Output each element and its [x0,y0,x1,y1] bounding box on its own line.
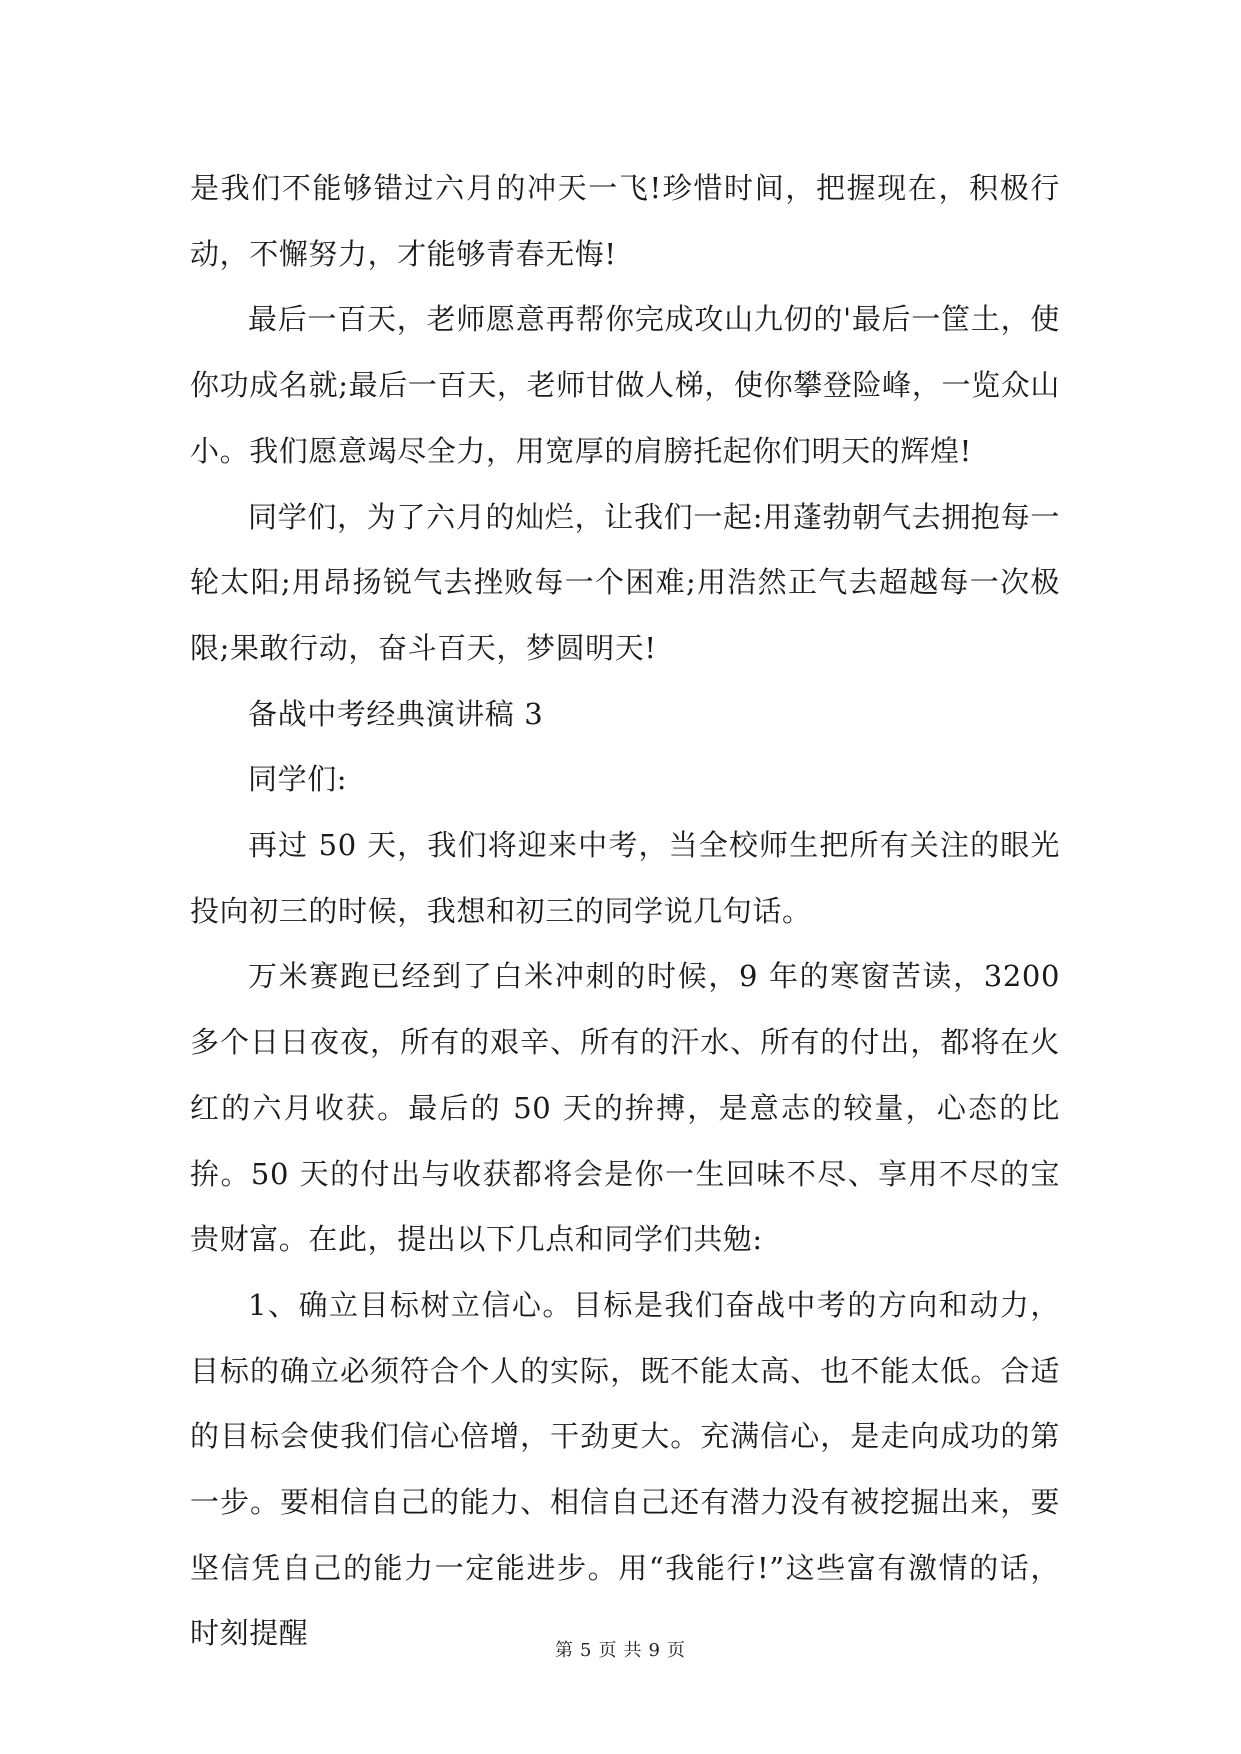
salutation: 同学们: [248,762,348,797]
paragraph: 同学们，为了六月的灿烂，让我们一起:用蓬勃朝气去拥抱每一轮太阳;用昂扬锐气去挫败每一个困难;用浩然正气去超越每一次极限;果敢行动，奋斗百天，梦圆明天! [190,499,1060,665]
page-footer [0,1636,1241,1662]
footer-current-page: 5 [580,1640,593,1661]
document-body [190,156,1060,1667]
paragraph: 1、确立目标树立信心。目标是我们奋战中考的方向和动力，目标的确立必须符合个人的实际，既不能太高、也不能太低。合适的目标会使我们信心倍增，干劲更大。充满信心，是走向成功的第一步。要相信自己的能力、相信自己还有潜力没有被挖掘出来，要坚信凭自己的能力一定能进步。用“我能行!”这些富有激情的话，时刻提醒 [190,1287,1060,1651]
footer-suffix: 页 [666,1640,686,1661]
section-heading: 备战中考经典演讲稿 3 [248,696,544,731]
footer-total-prefix: 共 [623,1640,643,1661]
paragraph: 是我们不能够错过六月的冲天一飞!珍惜时间，把握现在，积极行动，不懈努力，才能够青春无悔! [190,171,1060,271]
paragraph: 万米赛跑已经到了白米冲刺的时候，9 年的寒窗苦读，3200 多个日日夜夜，所有的艰辛、所有的汗水、所有的付出，都将在火红的六月收获。最后的 50 天的拚搏，是意志的较量，心态的比拚。50 天的付出与收获都将会是你一生回味不尽、享用不尽的宝贵财富。在此，提出以下几点和同学们共勉: [190,959,1060,1257]
paragraph: 最后一百天，老师愿意再帮你完成攻山九仞的'最后一筐土，使你功成名就;最后一百天，老师甘做人梯，使你攀登险峰，一览众山小。我们愿意竭尽全力，用宽厚的肩膀托起你们明天的辉煌! [190,302,1060,468]
footer-prefix: 第 [555,1640,575,1661]
footer-page-word: 页 [598,1640,618,1661]
footer-total-pages: 9 [648,1640,661,1661]
paragraph: 再过 50 天，我们将迎来中考，当全校师生把所有关注的眼光投向初三的时候，我想和初三的同学说几句话。 [190,828,1060,928]
